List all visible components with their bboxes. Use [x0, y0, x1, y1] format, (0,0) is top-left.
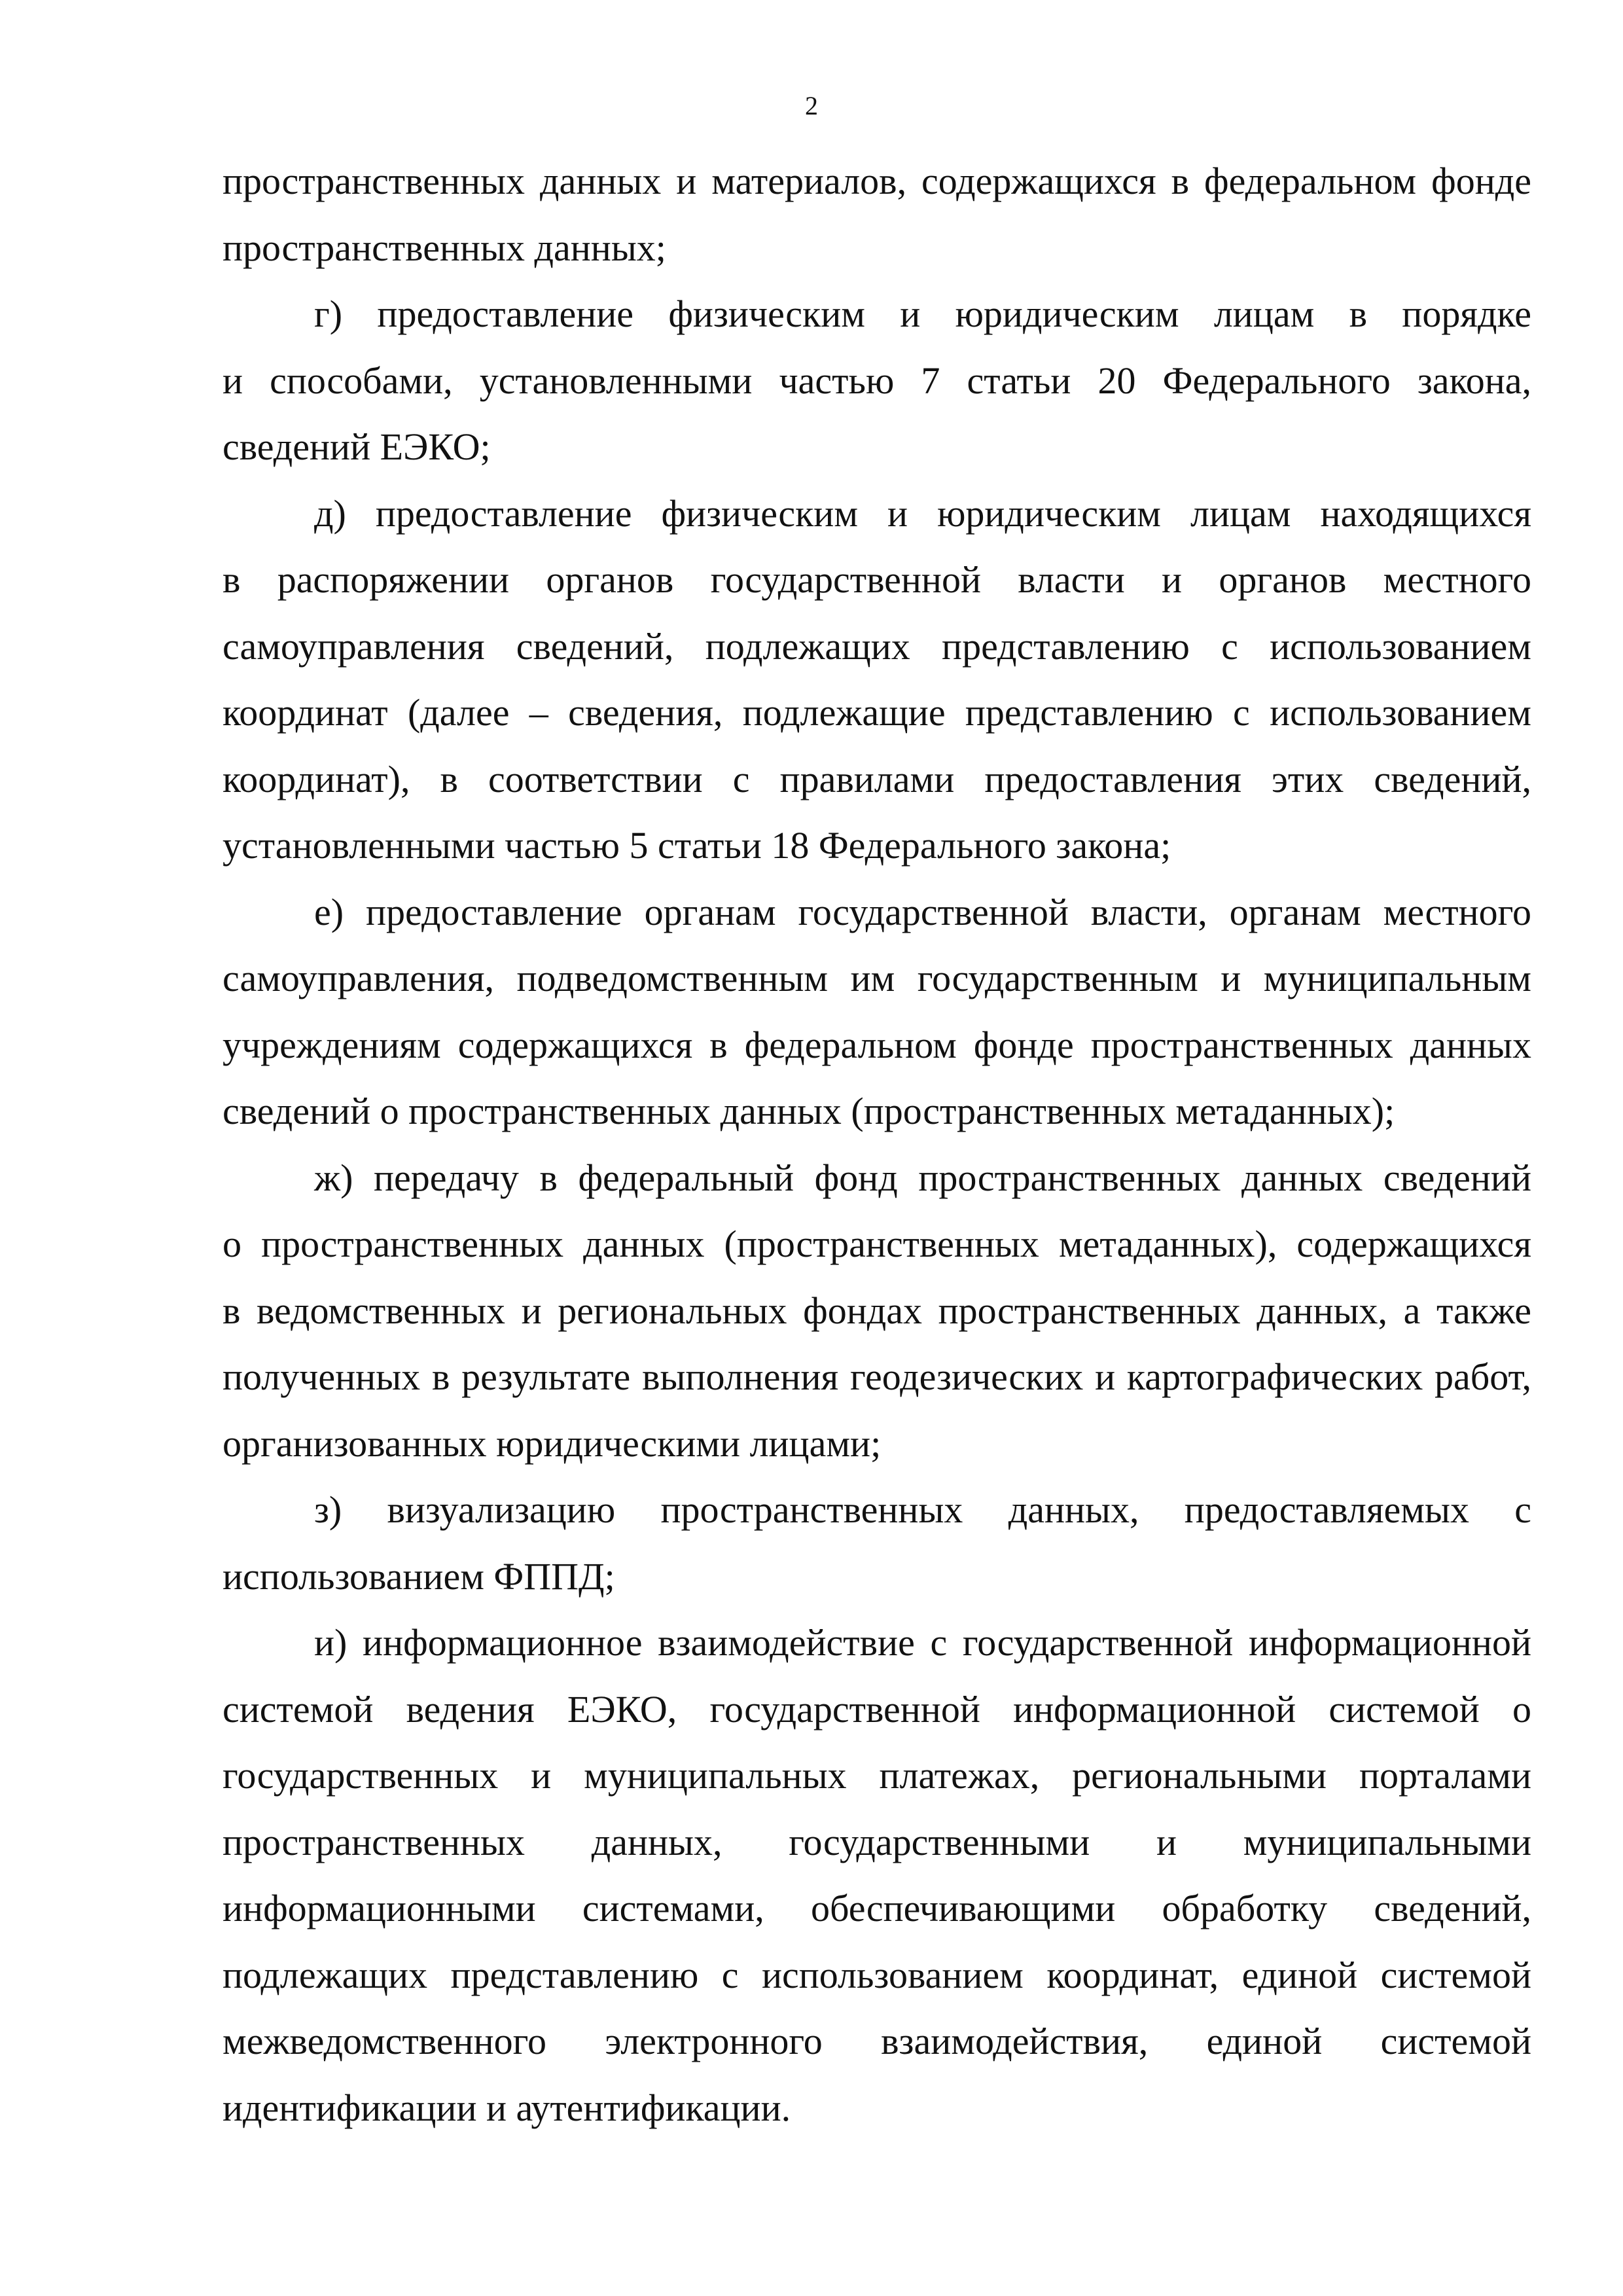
text-line: г) предоставление физическим и юридическим лицам в порядке	[314, 293, 1531, 335]
text-line: самоуправления, подведомственным им государственным и муниципальным	[223, 957, 1531, 999]
text-line: д) предоставление физическим и юридическим лицам находящихся	[314, 492, 1531, 535]
text-line: пространственных данных и материалов, содержащихся в федеральном фонде	[223, 160, 1531, 202]
text-line: и) информационное взаимодействие с государственной информационной	[314, 1621, 1531, 1664]
text-line: пространственных данных;	[223, 226, 666, 269]
text-line: з) визуализацию пространственных данных, предоставляемых с	[314, 1488, 1531, 1531]
text-line: использованием ФППД;	[223, 1554, 615, 1598]
text-line: организованных юридическими лицами;	[223, 1422, 882, 1465]
text-line: ж) передачу в федеральный фонд пространственных данных сведений	[314, 1156, 1531, 1199]
text-line: сведений ЕЭКО;	[223, 425, 491, 468]
paragraph-i	[223, 1609, 1531, 2141]
text-line: и способами, установленными частью 7 статьи 20 Федерального закона,	[223, 359, 1531, 402]
text-line: учреждениям содержащихся в федеральном фонде пространственных данных	[223, 1023, 1531, 1066]
text-line: государственных и муниципальных платежах, региональными порталами	[223, 1754, 1531, 1797]
text-line: е) предоставление органам государственной власти, органам местного	[314, 890, 1531, 933]
text-line: самоуправления сведений, подлежащих представлению с использованием	[223, 624, 1531, 668]
paragraph-intro	[223, 148, 1531, 281]
paragraph-g	[223, 281, 1531, 480]
page-number: 2	[805, 91, 818, 120]
paragraph-d	[223, 480, 1531, 879]
text-line: в распоряжении органов государственной власти и органов местного	[223, 558, 1531, 601]
paragraph-zh	[223, 1145, 1531, 1477]
paragraph-z	[223, 1477, 1531, 1609]
text-line: координат (далее – сведения, подлежащие представлению с использованием	[223, 691, 1531, 734]
text-line: информационными системами, обеспечивающими обработку сведений,	[223, 1887, 1531, 1929]
text-line: пространственных данных, государственными и муниципальными	[223, 1820, 1531, 1863]
text-line: установленными частью 5 статьи 18 Федерального закона;	[223, 824, 1171, 867]
document-body	[223, 148, 1531, 2141]
text-line: в ведомственных и региональных фондах пространственных данных, а также	[223, 1289, 1531, 1332]
text-line: сведений о пространственных данных (пространственных метаданных);	[223, 1090, 1395, 1132]
paragraph-e	[223, 879, 1531, 1145]
text-line: межведомственного электронного взаимодействия, единой системой	[223, 2020, 1531, 2062]
text-line: о пространственных данных (пространственных метаданных), содержащихся	[223, 1223, 1531, 1265]
text-line: идентификации и аутентификации.	[223, 2086, 791, 2129]
text-line: координат), в соответствии с правилами предоставления этих сведений,	[223, 757, 1531, 800]
text-line: подлежащих представлению с использованием координат, единой системой	[223, 1953, 1531, 1996]
text-line: полученных в результате выполнения геодезических и картографических работ,	[223, 1355, 1531, 1398]
text-line: системой ведения ЕЭКО, государственной информационной системой о	[223, 1687, 1531, 1731]
